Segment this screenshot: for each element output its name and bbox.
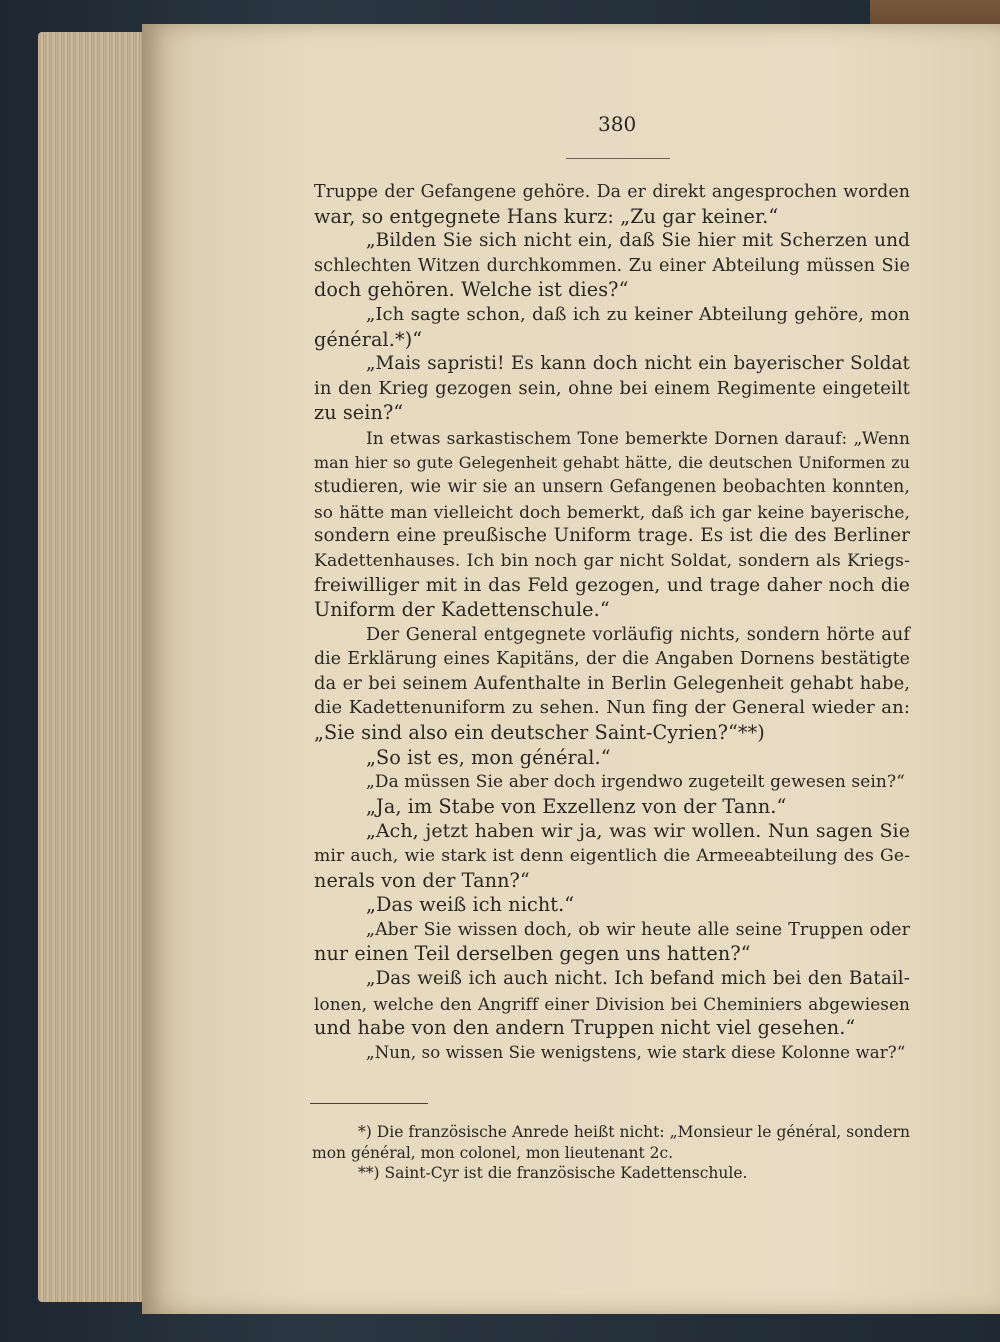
page-edges [38,32,148,1302]
text-line: „Ach, jetzt haben wir ja, was wir wollen. Nun sagen Sie [366,820,910,843]
text-line: Uniform der Kadettenschule.“ [314,598,610,622]
footnotes [312,1122,910,1184]
text-line: général.*)“ [314,327,423,351]
text-line: war, so entgegnete Hans kurz: „Zu gar keiner.“ [314,204,779,228]
page-number: 380 [598,112,637,136]
text-line: studieren, wie wir sie an unsern Gefangenen beobachten konnten, [314,477,910,498]
text-line: Kadettenhauses. Ich bin noch gar nicht Soldat, sondern als Kriegs- [314,550,910,571]
text-line: „Da müssen Sie aber doch irgendwo zugeteilt gewesen sein?“ [366,772,905,793]
text-line: nerals von der Tann?“ [314,868,530,892]
text-line: „So ist es, mon général.“ [366,745,611,769]
text-line: „Mais sapristi! Es kann doch nicht ein bayerischer Soldat [366,353,910,375]
text-line: lonen, welche den Angriff einer Division bei Cheminiers abgewiesen [314,993,910,1014]
text-line: schlechten Witzen durchkommen. Zu einer Abteilung müssen Sie [314,255,910,276]
text-line: die Kadettenuniform zu sehen. Nun fing der General wieder an: [314,697,910,719]
text-line: „Nun, so wissen Sie wenigstens, wie stark diese Kolonne war?“ [366,1042,906,1062]
text-line: so hätte man vielleicht doch bemerkt, daß ich gar keine bayerische, [314,501,910,522]
text-line: man hier so gute Gelegenheit gehabt hätte, die deutschen Uniformen zu [314,452,910,472]
footnote-line: mon général, mon colonel, mon lieutenant 2c. [312,1143,674,1162]
text-line: „Das weiß ich auch nicht. Ich befand mich bei den Batail- [366,968,910,989]
text-line: die Erklärung eines Kapitäns, der die Angaben Dornens bestätigte [314,649,910,670]
text-line: da er bei seinem Aufenthalte in Berlin Gelegenheit gehabt habe, [314,672,910,694]
footnote-line: *) Die französische Anrede heißt nicht: „Monsieur le général, sondern [358,1123,910,1141]
footnote-line: **) Saint-Cyr ist die französische Kadettenschule. [358,1164,748,1182]
text-line: freiwilliger mit in das Feld gezogen, und trage daher noch die [314,574,910,596]
footnote-rule [310,1103,428,1104]
text-line: „Ich sagte schon, daß ich zu keiner Abteilung gehöre, mon [366,303,910,325]
text-line: mir auch, wie stark ist denn eigentlich die Armeeabteilung des Ge- [314,846,910,867]
body-text [314,180,910,1065]
text-line: sondern eine preußische Uniform trage. Es ist die des Berliner [314,525,910,547]
text-line: und habe von den andern Truppen nicht viel gesehen.“ [314,1016,856,1040]
text-line: „Das weiß ich nicht.“ [366,893,575,917]
text-line: nur einen Teil derselben gegen uns hatten?“ [314,942,751,966]
text-line: Der General entgegnete vorläufig nichts, sondern hörte auf [366,624,910,645]
text-line: „Aber Sie wissen doch, ob wir heute alle seine Truppen oder [366,919,910,940]
text-line: „Bilden Sie sich nicht ein, daß Sie hier mit Scherzen und [366,230,910,252]
text-line: in den Krieg gezogen sein, ohne bei einem Regimente eingeteilt [314,377,910,399]
text-line: zu sein?“ [314,401,404,425]
text-line: Truppe der Gefangene gehöre. Da er direkt angesprochen worden [314,182,910,202]
text-line: In etwas sarkastischem Tone bemerkte Dornen darauf: „Wenn [366,427,910,448]
header-rule [566,158,670,159]
text-line: „Sie sind also ein deutscher Saint-Cyrien?“**) [314,721,765,745]
text-line: doch gehören. Welche ist dies?“ [314,278,629,302]
text-line: „Ja, im Stabe von Exzellenz von der Tann.“ [366,794,787,818]
